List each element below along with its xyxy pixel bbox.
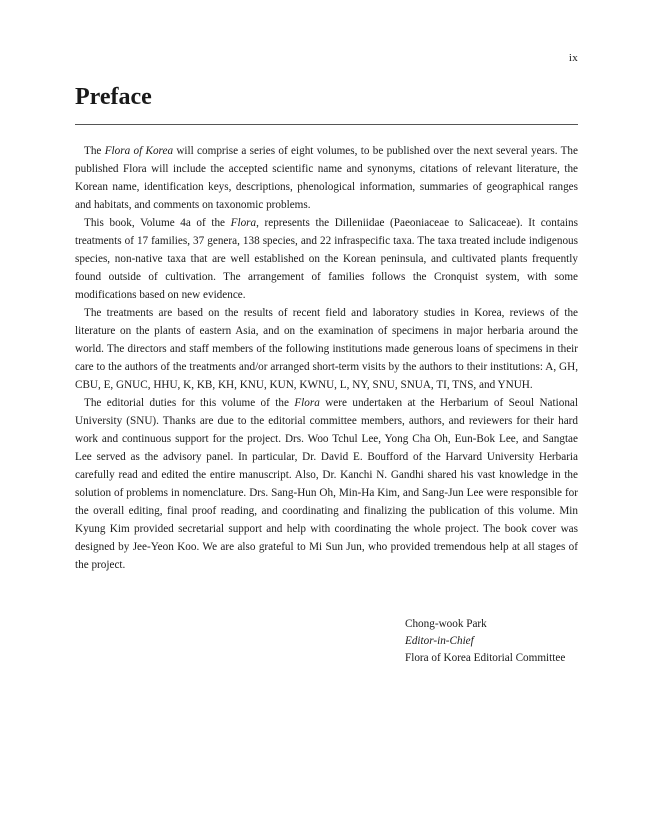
text-run: will comprise a series of eight volumes, to be published over the next several years. The published Flora will include the accepted scientific name and synonyms, citations of relevant literature, the Korean name, identification keys, descriptions, phenological information, summaries of geographical ranges and habitats, and comments on taxonomic problems.	[75, 145, 578, 211]
italic-run: Flora	[230, 217, 257, 229]
page-number: ix	[568, 52, 578, 64]
italic-run: Flora	[294, 397, 320, 409]
text-run: were undertaken at the Herbarium of Seoul National University (SNU). Thanks are due to the editorial committee members, authors, and reviewers for their hard work and continuous support for the project. Drs. Woo Tchul Lee, Yong Cha Oh, Eun-Bok Lee, and Sangtae Lee served as the advisory panel. In particular, Dr. David E. Boufford of the Harvard University Herbaria carefully read and edited the entire manuscript. Also, Dr. Kanchi N. Gandhi shared his vast knowledge in the solution of problems in nomenclature. Drs. Sang-Hun Oh, Min-Ha Kim, and Sang-Jun Lee were responsible for the overall editing, final proof reading, and coordinating and finalizing the publication of this volume. Min Kyung Kim provided secretarial support and help with coordinating the whole project. The book cover was designed by Jee-Yeon Koo. We are also grateful to Mi Sun Jun, who provided tremendous help at all stages of the project.	[75, 397, 578, 571]
signature-role: Editor-in-Chief	[405, 635, 474, 647]
italic-run: Flora of Korea	[104, 145, 174, 157]
title-divider	[75, 124, 578, 125]
page-title: Preface	[75, 84, 152, 110]
text-run: The editorial duties for this volume of the	[84, 397, 295, 409]
text-run: This book, Volume 4a of the	[84, 217, 231, 229]
signature-block	[405, 616, 565, 667]
preface-body	[75, 142, 578, 574]
text-run: , represents the Dilleniidae (Paeoniaceae to Salicaceae). It contains treatments of 17 families, 37 genera, 138 species, and 22 infraspecific taxa. The taxa treated include indigenous species, non-native taxa that are well established on the Korean peninsula, and cultivated plants frequently found outside of cultivation. The arrangement of families follows the Cronquist system, with some modifications based on new evidence.	[75, 217, 578, 301]
paragraph	[75, 394, 578, 574]
text-run: The	[84, 145, 105, 157]
paragraph	[75, 214, 578, 304]
text-run: The treatments are based on the results of recent field and laboratory studies in Korea, reviews of the literature on the plants of eastern Asia, and on the examination of specimens in major herbaria around the world. The directors and staff members of the following institutions made generous loans of specimens in their care to the authors of the treatments and/or arranged short-term visits by the authors to their institutions: A, GH, CBU, E, GNUC, HHU, K, KB, KH, KNU, KUN, KWNU, L, NY, SNU, SNUA, TI, TNS, and YNUH.	[75, 307, 578, 391]
paragraph	[75, 304, 578, 394]
paragraph	[75, 142, 578, 214]
signature-name: Chong-wook Park	[405, 618, 487, 630]
signature-organization: Flora of Korea Editorial Committee	[405, 652, 566, 664]
